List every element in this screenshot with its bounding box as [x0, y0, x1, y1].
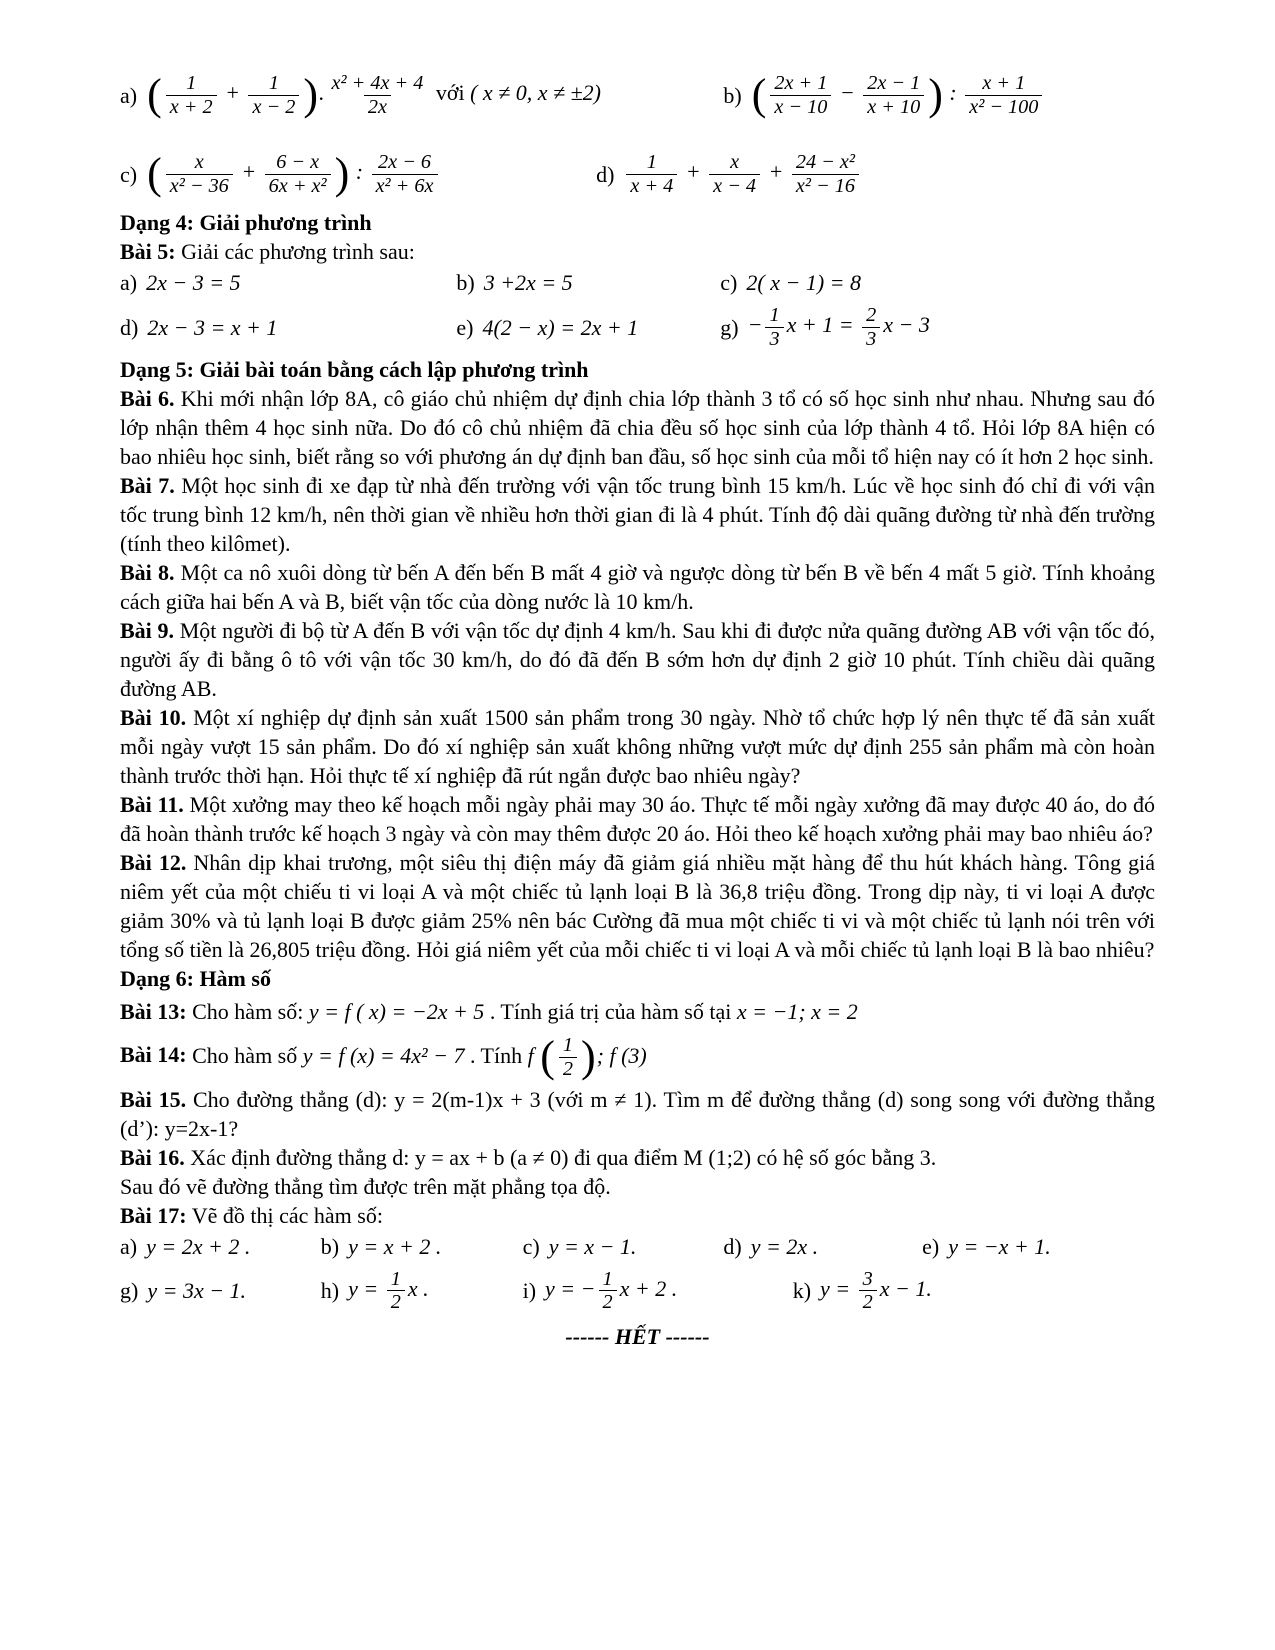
math-expression: 4(2 − x) = 2x + 1 [482, 314, 639, 340]
item-label: b) [320, 1233, 340, 1259]
bai16-text2: Sau đó vẽ đường thẳng tìm được trên mặt phẳng tọa độ. [120, 1173, 611, 1199]
problem-bai-16 [120, 1143, 1155, 1172]
bai17-label: Bài 17: [120, 1202, 187, 1228]
heading-dang-6: Dạng 6: Hàm số [120, 966, 271, 992]
bai13-label: Bài 13: [120, 999, 187, 1025]
bai5-label: Bài 5: [120, 239, 176, 264]
bai17-item-e [922, 1232, 1155, 1261]
bai5-equations-row2 [120, 299, 1155, 355]
bai9-label: Bài 9. [120, 618, 175, 644]
item-label: c) [522, 1233, 540, 1259]
bai5-item-g [720, 304, 1155, 350]
heading-dang-4: Dạng 4: Giải phương trình [120, 210, 372, 235]
item-label: i) [522, 1278, 537, 1304]
fraction-exercises-row-cd [120, 144, 1155, 204]
bai14-label: Bài 14: [120, 1042, 187, 1068]
bai16-line2 [120, 1172, 1155, 1201]
bai11-label: Bài 11. [120, 792, 184, 818]
bai17-item-a [120, 1232, 321, 1261]
bai5-item-a [120, 268, 456, 297]
math-expression: y = − $\frac{1}{2}$ x + 2 . [545, 1267, 678, 1314]
math-expression: y = 3x − 1. [147, 1278, 247, 1304]
bai7-text: Một học sinh đi xe đạp từ nhà đến trường với vận tốc trung bình 15 km/h. Lúc về học sinh đó chỉ đi với vận tốc trung bình 12 km/h, nên thời gian về nhiều hơn thời gian đi là 4 phút. Tính độ dài quãng đường từ nhà đến trường (tính theo kilômet). [120, 473, 1156, 557]
problem-bai-11 [120, 790, 1155, 848]
fraction-exercises-row-ab [120, 54, 1155, 136]
bai17-equations-row2 [120, 1263, 1155, 1319]
bai10-text: Một xí nghiệp dự định sản xuất 1500 sản phẩm trong 30 ngày. Nhờ tổ chức hợp lý nên thực tế đã sản xuất mỗi ngày vượt 15 sản phẩm. Do đó xí nghiệp sản xuất không những vượt mức dự định 255 sản phẩm mà còn hoàn thành trước thời hạn. Hỏi thực tế xí nghiệp đã rút ngắn được bao nhiêu ngày? [120, 705, 1155, 789]
bai8-label: Bài 8. [120, 560, 175, 586]
bai17-item-i [523, 1268, 793, 1314]
bai15-text: Cho đường thẳng (d): y = 2(m-1)x + 3 (với m ≠ 1). Tìm m để đường thẳng (d) song song với đường thẳng (d’): y=2x-1? [120, 1086, 1155, 1141]
exercise-b-label: b) [723, 82, 742, 108]
item-label: d) [120, 314, 139, 340]
bai6-text: Khi mới nhận lớp 8A, cô giáo chủ nhiệm dự định chia lớp thành 3 tổ có số học sinh như nhau. Nhưng sau đó lớp nhận thêm 4 học sinh nữa. Do đó cô chủ nhiệm đã chia đều số học sinh của lớp thành 4 tổ. Hỏi lớp 8A hiện có bao nhiêu học sinh, biết rằng so với phương án dự định ban đầu, số học sinh của mỗi tổ hiện nay có ít hơn 2 học sinh. [120, 386, 1156, 470]
math-expression: y = $\frac{3}{2}$ x − 1. [820, 1267, 932, 1314]
bai16-text: Xác định đường thẳng d: y = ax + b (a ≠ 0) đi qua điểm M (1;2) có hệ số góc bằng 3. [190, 1144, 937, 1170]
bai17-equations-row1 [120, 1230, 1155, 1263]
item-label: c) [720, 270, 738, 295]
bai5-item-e [456, 313, 720, 342]
item-label: a) [120, 270, 138, 295]
item-label: e) [922, 1233, 940, 1259]
heading-dang-5: Dạng 5: Giải bài toán bằng cách lập phương trình [120, 357, 589, 383]
bai17-item-g [120, 1276, 321, 1305]
bai5-item-b [456, 268, 720, 297]
bai17-item-d [723, 1232, 922, 1261]
bai16-label: Bài 16. [120, 1144, 185, 1170]
bai5-intro-text: Giải các phương trình sau: [181, 239, 415, 264]
exercise-a-label: a) [120, 82, 138, 108]
exercise-c-math: ( $\frac{x}{\text{x² − 36}}$ + $\frac{6 - x}{\text{6x + x²}}$ ) : $\frac{2x - 6}{\text{x² + 6x}}$ [146, 151, 440, 197]
math-expression: y = −x + 1. [948, 1233, 1051, 1259]
bai17-intro-line [120, 1201, 1155, 1230]
math-expression: 3 +2x = 5 [483, 270, 573, 295]
exercise-c [120, 151, 596, 197]
problem-bai-14 [120, 1030, 1155, 1084]
item-label: b) [456, 270, 475, 295]
exercise-d-label: d) [596, 161, 615, 187]
exercise-c-label: c) [120, 161, 138, 187]
math-expression: 2x − 3 = x + 1 [147, 314, 278, 340]
item-label: d) [723, 1233, 742, 1259]
bai15-label: Bài 15. [120, 1086, 187, 1112]
item-label: k) [792, 1278, 812, 1304]
exercise-b-math: ( $\frac{2x + 1}{x - 10}$ − $\frac{2x - 1}{x + 10}$ ) : $\frac{x + 1}{\text{x² − 100}}$ [751, 72, 1046, 118]
bai11-text: Một xưởng may theo kế hoạch mỗi ngày phải may 30 áo. Thực tế mỗi ngày xưởng đã may được 40 áo, do đó đã hoàn thành trước kế hoạch 3 ngày và còn may thêm được 20 áo. Hỏi theo kế hoạch xưởng phải may bao nhiêu áo? [120, 792, 1156, 847]
item-label: g) [120, 1278, 139, 1304]
math-expression: y = 2x . [750, 1233, 819, 1259]
exercise-d [596, 151, 1155, 197]
bai10-label: Bài 10. [120, 705, 187, 731]
bai14-math: Cho hàm số y = f (x) = 4x² − 7 . Tính f ( $\frac{1}{2}$ ); f (3) [192, 1032, 647, 1082]
bai6-label: Bài 6. [120, 386, 175, 412]
problem-bai-12 [120, 848, 1155, 964]
problem-bai-15 [120, 1085, 1155, 1143]
problem-bai-10 [120, 703, 1155, 790]
bai5-item-d [120, 313, 456, 342]
bai7-label: Bài 7. [120, 473, 175, 499]
item-label: e) [456, 314, 474, 340]
bai17-item-c [523, 1232, 724, 1261]
bai12-label: Bài 12. [120, 850, 187, 876]
math-expression: y = $\frac{1}{2}$ x . [348, 1267, 429, 1314]
bai17-item-h [321, 1268, 523, 1314]
footer-het: ------ HẾT ------ [565, 1323, 710, 1349]
problem-bai-7 [120, 471, 1155, 558]
bai17-item-k [793, 1268, 1155, 1314]
exercise-b [723, 72, 1155, 118]
problem-bai-8 [120, 558, 1155, 616]
problem-bai-6 [120, 384, 1155, 471]
bai5-item-c [720, 268, 1155, 297]
bai12-text: Nhân dịp khai trương, một siêu thị điện máy đã giảm giá nhiều mặt hàng để thu hút khách hàng. Tông giá niêm yết của một chiếu ti vi loại A và một chiếc tủ lạnh loại B là 36,8 triệu đồng. Trong dịp này, ti vi loại A được giảm 30% và tủ lạnh loại B được giảm 25% nên bác Cường đã mua một chiếc ti vi và một chiếc tủ lạnh nói trên với tổng số tiền là 26,805 triệu đồng. Hỏi giá niêm yết của mỗi chiếc ti vi loại A và mỗi chiếc tủ lạnh loại B là bao nhiêu? [120, 850, 1155, 963]
bai8-text: Một ca nô xuôi dòng từ bến A đến bến B mất 4 giờ và ngược dòng từ bến B về bến 4 mất 5 giờ. Tính khoảng cách giữa hai bến A và B, biết vận tốc của dòng nước là 10 km/h. [120, 560, 1155, 615]
item-label: g) [720, 314, 739, 340]
exercise-a [120, 72, 723, 118]
math-expression: y = x + 2 . [348, 1233, 442, 1259]
bai9-text: Một người đi bộ từ A đến B với vận tốc dự định 4 km/h. Sau khi đi được nửa quãng đường AB với vận tốc đó, người ấy đi bằng ô tô với vận tốc 30 km/h, do đó đã đến B sớm hơn dự định 2 giờ 10 phút. Tính chiều dài quãng đường AB. [120, 618, 1155, 702]
bai5-intro-line [120, 237, 1155, 266]
math-expression: − $\frac{1}{3}$ x + 1 = $\frac{2}{3}$ x − 3 [747, 304, 930, 350]
exercise-d-math: $\frac{1}{x + 4}$ + $\frac{x}{x - 4}$ + $\frac{\text{24 − x²}}{\text{x² − 16}}$ [623, 151, 862, 197]
bai17-intro-text: Vẽ đồ thị các hàm số: [191, 1202, 383, 1228]
problem-bai-13 [120, 993, 1155, 1030]
math-expression: y = 2x + 2 . [146, 1233, 251, 1259]
item-label: a) [120, 1233, 138, 1259]
math-expression: 2x − 3 = 5 [146, 270, 241, 295]
exercise-a-math: ( $\frac{1}{x + 2}$ + $\frac{1}{x - 2}$ ). $\frac{\text{x² + 4x + 4}}{2x}$ với ( x ≠ 0, x ≠ ±2) [147, 70, 601, 119]
math-expression: y = x − 1. [548, 1233, 637, 1259]
bai5-equations-row1 [120, 266, 1155, 299]
bai13-math: Cho hàm số: y = f ( x) = −2x + 5 . Tính giá trị của hàm số tại x = −1; x = 2 [192, 999, 858, 1025]
item-label: h) [320, 1278, 340, 1304]
problem-bai-9 [120, 616, 1155, 703]
math-expression: 2( x − 1) = 8 [746, 270, 861, 295]
bai17-item-b [321, 1232, 523, 1261]
